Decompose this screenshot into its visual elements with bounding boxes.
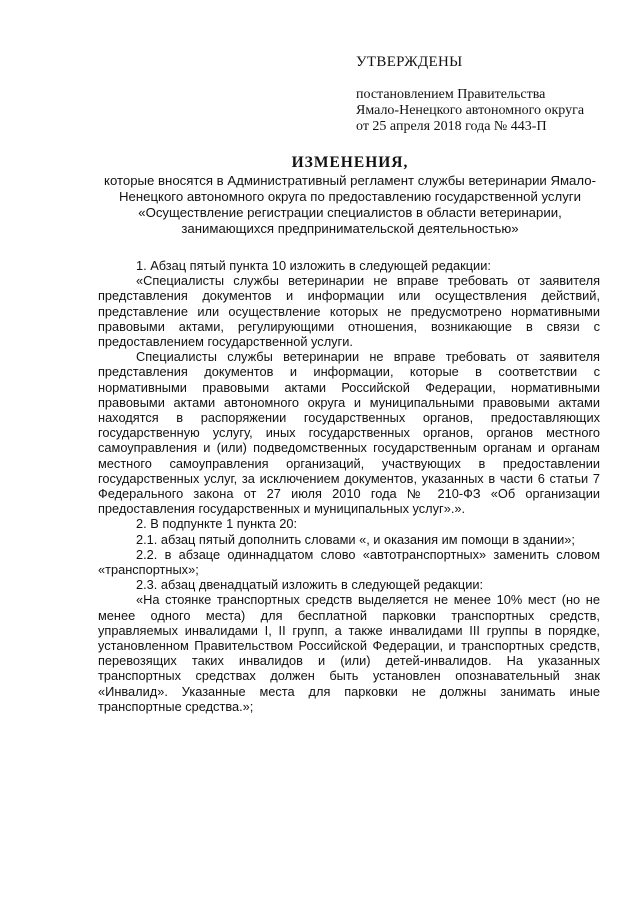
approval-title: УТВЕРЖДЕНЫ [356, 54, 463, 70]
approval-block [356, 54, 616, 135]
approval-line-1: постановлением Правительства [356, 87, 546, 102]
document-heading [100, 154, 600, 237]
document-title: ИЗМЕНЕНИЯ, [291, 154, 409, 171]
paragraph-5: 2.1. абзац пятый дополнить словами «, и оказания им помощи в здании»; [136, 531, 575, 547]
paragraph-8: «На стоянке транспортных средств выделяется не менее 10% мест (но не менее одного места) для бесплатной парковки транспортных средств, управляемых инвалидами I, II групп, а также инвалидами III группы в порядке, установленном Правительством Российской Федерации, и транспортных средств, перевозящих таких инвалидов и (или) детей-инвалидов. На указанных транспортных средствах должен быть установлен опознавательный знак «Инвалид». Указанные места для парковки не должны занимать иные транспортные средства.»; [98, 592, 600, 714]
paragraph-7: 2.3. абзац двенадцатый изложить в следующей редакции: [136, 577, 484, 593]
paragraph-4: 2. В подпункте 1 пункта 20: [136, 516, 298, 532]
approval-line-2: Ямало-Ненецкого автономного округа [356, 103, 585, 118]
paragraph-3: Специалисты службы ветеринарии не вправе требовать от заявителя представления документов и информации, которые в соответствии с нормативными правовыми актами Российской Федерации, нормативными правовыми актами автономного округа и муниципальными правовыми актами находятся в распоряжении государственных органов, предоставляющих государственную услугу, иных государственных органов, органов местного самоуправления и (или) подведомственных государственным органам и органам местного самоуправления организаций, участвующих в предоставлении государственных услуг, за исключением документов, указанных в части 6 статьи 7 Федерального закона от 27 июля 2010 года № 210-ФЗ «Об организации предоставления государственных и муниципальных услуг».». [98, 349, 600, 517]
document-body [98, 258, 600, 714]
paragraph-6: 2.2. в абзаце одиннадцатом слово «автотранспортных» заменить словом «транспортных»; [98, 546, 600, 578]
paragraph-1: 1. Абзац пятый пункта 10 изложить в следующей редакции: [136, 258, 491, 273]
approval-line-3: от 25 апреля 2018 года № 443-П [356, 119, 547, 134]
paragraph-2: «Специалисты службы ветеринарии не вправе требовать от заявителя представления документов и информации или осуществления действий, представление или осуществление которых не предусмотрено нормативными правовыми актами, регулирующими отношения, возникающие в связи с предоставлением государственной услуги. [98, 273, 600, 350]
document-subtitle: которые вносятся в Административный регламент службы ветеринарии Ямало-Ненецкого автономного округа по предоставлению государственной услуги «Осуществление регистрации специалистов в области ветеринарии, занимающихся предпринимательской деятельностью» [104, 173, 596, 236]
